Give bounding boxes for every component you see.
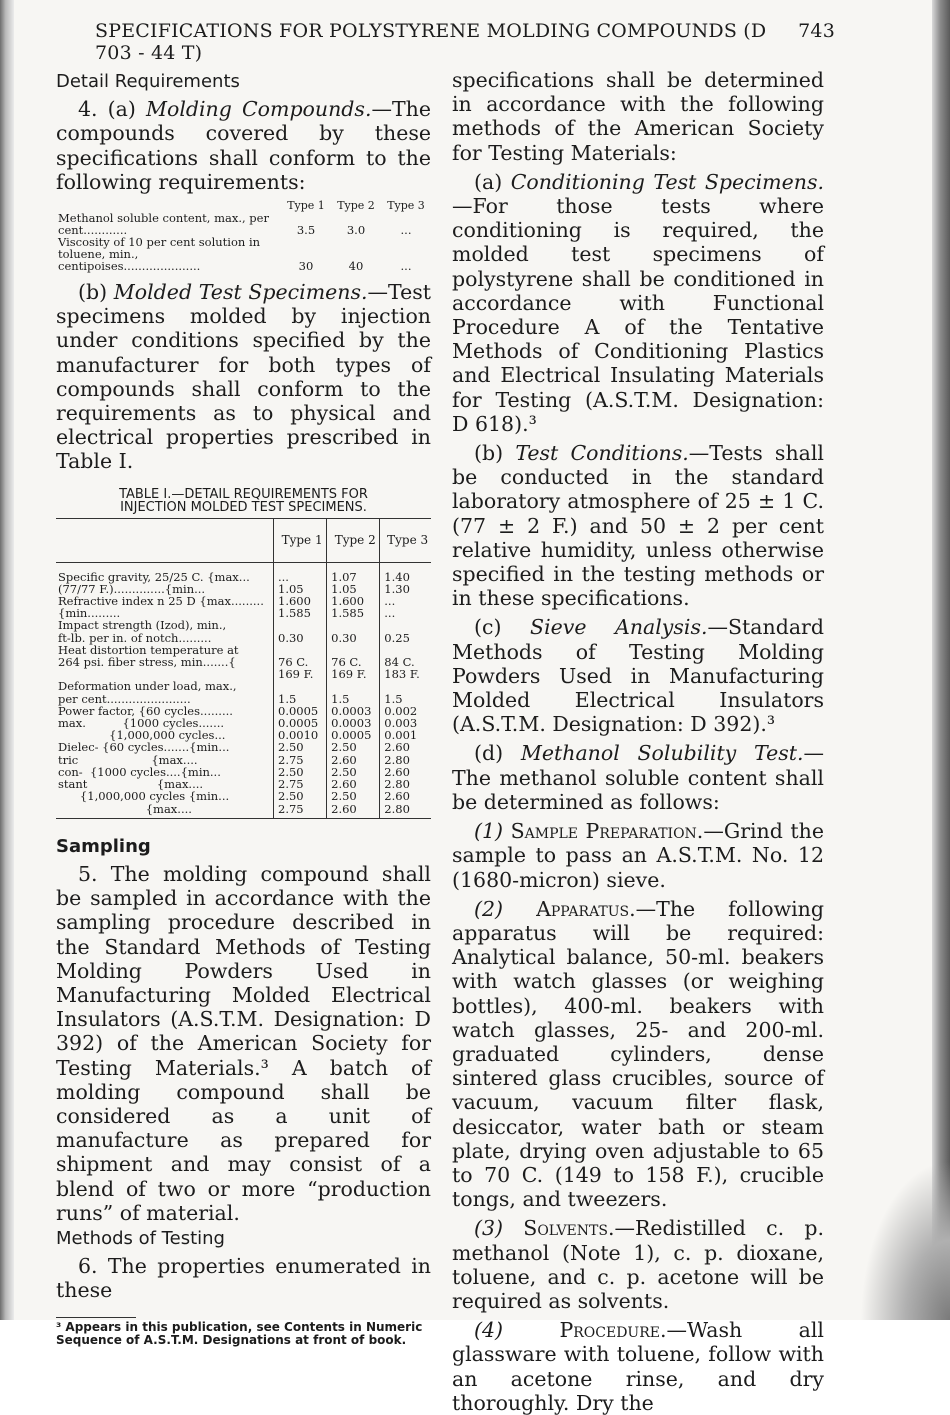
value-cell: 1.600 1.585 [274,595,327,619]
paragraph-c [452,615,824,736]
value-cell: 2.50 2.60 2.50 2.60 2.50 2.60 [327,741,380,818]
cell: ... [400,223,412,238]
p4b-title: Molded Test Specimens. [113,280,368,305]
table-1-caption [56,488,431,514]
value-cell: 1.07 1.05 [327,562,380,595]
value-cell: ... 1.05 [274,562,327,595]
cell: 40 [348,259,364,274]
property-cell: Heat distortion temperature at 264 psi. fiber stress, min.......{ [58,642,239,670]
p4-number: 4. (a) [78,97,136,122]
pc-label: (c) [474,615,502,640]
p4b-number: (b) [78,280,108,305]
p2-title: Apparatus. [536,896,636,921]
cell: 3.5 [296,223,316,238]
paragraph-6: 6. The properties enumerated in these [56,1254,431,1303]
col-header: Type 3 [387,199,425,213]
pd-text: —The methanol soluble content shall be determined as follows: [452,741,824,814]
property-cell: Dielec- {60 cycles.......{min... tric {max.... con- {1000 cycles....{min... stant {max.... {1,000,000 cycles {min... {max.... [56,741,274,818]
paragraph-4a [56,97,431,194]
p4-proc-text: —Wash all glassware with toluene, follow with an acetone rinse, and dry thoroughly. Dry the [452,1318,824,1415]
table-row [56,212,431,236]
pb-label: (b) [474,441,504,466]
p4-title: Molding Compounds. [145,97,372,122]
value-cell: 2.50 2.75 2.50 2.75 2.50 2.75 [274,741,327,818]
value-cell: 1.600 1.585 [327,595,380,619]
value-cell: 0.0003 0.0003 0.0005 [327,705,380,742]
value-cell: 84 C. 183 F. [380,644,431,681]
col-header: Type 1 [287,199,325,213]
page-binding-shadow [0,0,14,1320]
col-header: Type 1 [274,518,327,562]
p1-text: —Grind the sample to pass an A.S.T.M. No. 12 (1680-micron) sieve. [452,819,824,892]
table-row [56,741,431,818]
value-cell: 0.30 [327,619,380,643]
paragraph-b [452,441,824,610]
property-cell: Deformation under load, max., per cent....................... [58,679,237,706]
value-cell: 0.30 [274,619,327,643]
table-1-header-row [56,518,431,562]
p3-text: —Redistilled c. p. methanol (Note 1), c. p. dioxane, toluene, and c. p. acetone will be required as solvents. [452,1216,824,1313]
col-header: Type 3 [380,518,431,562]
pa-text: —For those tests where conditioning is required, the molded test specimens of polystyrene shall be conditioned in accordance with Functional Procedure A of the Tentative Methods of Conditioning Plastics and Electrical Insulating Materials for Testing (A.S.T.M. Designation: D 618).³ [452,194,824,436]
property-cell: Impact strength (Izod), min., ft-lb. per in. of notch......... [58,618,227,645]
cell: 30 [298,259,314,274]
footnote-divider [56,1317,136,1318]
table-1-caption-line: INJECTION MOLDED TEST SPECIMENS. [120,499,367,515]
right-column [452,68,824,1415]
table-row [56,644,431,681]
sampling-heading: Sampling [56,835,151,857]
table-1-body [56,562,431,818]
paragraph-4b [56,280,431,474]
left-column [56,68,431,1347]
paragraph-a [452,170,824,436]
paragraph-intro: specifications shall be determined in accordance with the following methods of the American Society for Testing Materials: [452,68,824,165]
cell: ... [400,259,412,274]
p4b-text: —Test specimens molded by injection under conditions specified by the manufacturer for both types of compounds shall conform to the requirements as to physical and electrical properties prescribed in Table I. [56,280,431,474]
table-row [56,595,431,619]
running-head-title: SPECIFICATIONS FOR POLYSTYRENE MOLDING COMPOUNDS (D 703 - 44 T) [95,20,767,64]
value-cell: 76 C. 169 F. [327,644,380,681]
col-header [56,518,274,562]
value-cell: 0.25 [380,619,431,643]
p1-label: (1) [474,819,504,844]
value-cell: 1.5 [380,680,431,704]
value-cell: 1.40 1.30 [380,562,431,595]
table-row [56,619,431,643]
col-header: Type 2 [337,199,375,213]
table-1 [56,518,431,819]
detail-requirements-heading: Detail Requirements [56,71,240,92]
p3-title: Solvents. [523,1216,615,1241]
p4-proc-title: Procedure. [559,1318,667,1343]
paragraph-2 [452,897,824,1212]
value-cell: 0.0005 0.0005 0.0010 [274,705,327,742]
p2-label: (2) [474,896,504,921]
value-cell: 1.5 [274,680,327,704]
footnote: ³ Appears in this publication, see Contents in Numeric Sequence of A.S.T.M. Designations at front of book. [56,1319,423,1347]
p4-text: —The compounds covered by these specifications shall conform to the following requirements: [56,97,431,194]
paragraph-d [452,741,824,814]
value-cell: 0.002 0.003 0.001 [380,705,431,742]
paragraph-1 [452,819,824,892]
property-cell: Refractive index n 25 D {max......... {min......... [58,594,264,621]
value-cell: 2.60 2.80 2.60 2.80 2.60 2.80 [380,741,431,818]
col-header: Type 2 [327,518,380,562]
running-head [95,20,835,64]
page-curl [860,1160,950,1320]
paragraph-5: 5. The molding compound shall be sampled in accordance with the sampling procedure described in the Standard Methods of Testing Molding Powders Used in Manufacturing Molded Electrical Insulators (A.S.T.M. Designation: D 392) of the American Society for Testing Materials.³ A batch of molding compound shall be considered as a unit of manufacture as prepared for shipment and may consist of a blend of two or more “production runs” of material. [56,861,431,1225]
row-label: Viscosity of 10 per cent solution in toluene, min., centipoises..................... [58,235,261,274]
methods-of-testing-heading: Methods of Testing [56,1227,225,1249]
pb-text: —Tests shall be conducted in the standard laboratory atmosphere of 25 ± 1 C. (77 ± 2 F.) and 50 ± 2 per cent relative humidity, unless otherwise specified in the testing methods or in these specifications. [452,441,824,611]
p4-label: (4) [474,1318,504,1343]
table-row [56,705,431,742]
table-row [56,236,431,272]
pd-title: Methanol Solubility Test. [520,741,804,766]
table-1-caption-line: TABLE I.—DETAIL REQUIREMENTS FOR [119,486,368,502]
p2-text: —The following apparatus will be required: Analytical balance, 50-ml. beakers with watch glasses (or weighing bottles), 400-ml. beakers with watch glasses, 25- and 200-ml. graduated cylinders, dense sintered glass crucibles, source of vacuum, vacuum filter flask, desiccator, water bath or steam plate, drying oven adjustable to 65 to 70 C. (149 to 158 F.), crucible tongs, and tweezers. [452,896,824,1212]
cell: 3.0 [346,223,366,238]
pa-label: (a) [474,169,503,194]
row-label: Methanol soluble content, max., per cent............ [58,211,269,238]
property-cell: Specific gravity, 25/25 C. {max... (77/77 F.)..............{min... [58,569,250,596]
paragraph-4 [452,1318,824,1415]
pc-title: Sieve Analysis. [530,615,708,640]
page-number: 743 [798,20,835,42]
requirements-table [56,200,431,272]
value-cell: 76 C. 169 F. [274,644,327,681]
pd-label: (d) [474,741,504,766]
pa-title: Conditioning Test Specimens. [510,169,824,194]
p1-title: Sample Preparation. [510,819,704,844]
paragraph-3 [452,1216,824,1313]
value-cell: ... ... [380,595,431,619]
table-row [56,680,431,704]
page-edge-shadow [932,0,950,1320]
p3-label: (3) [474,1216,504,1241]
property-cell: Power factor, {60 cycles......... max. {1000 cycles....... {1,000,000 cycles... [58,703,233,743]
value-cell: 1.5 [327,680,380,704]
pb-title: Test Conditions. [515,441,689,466]
pc-text: —Standard Methods of Testing Molding Powders Used in Manufacturing Molded Electrical Insulators (A.S.T.M. Designation: D 392).³ [452,615,824,737]
table-row [56,562,431,595]
